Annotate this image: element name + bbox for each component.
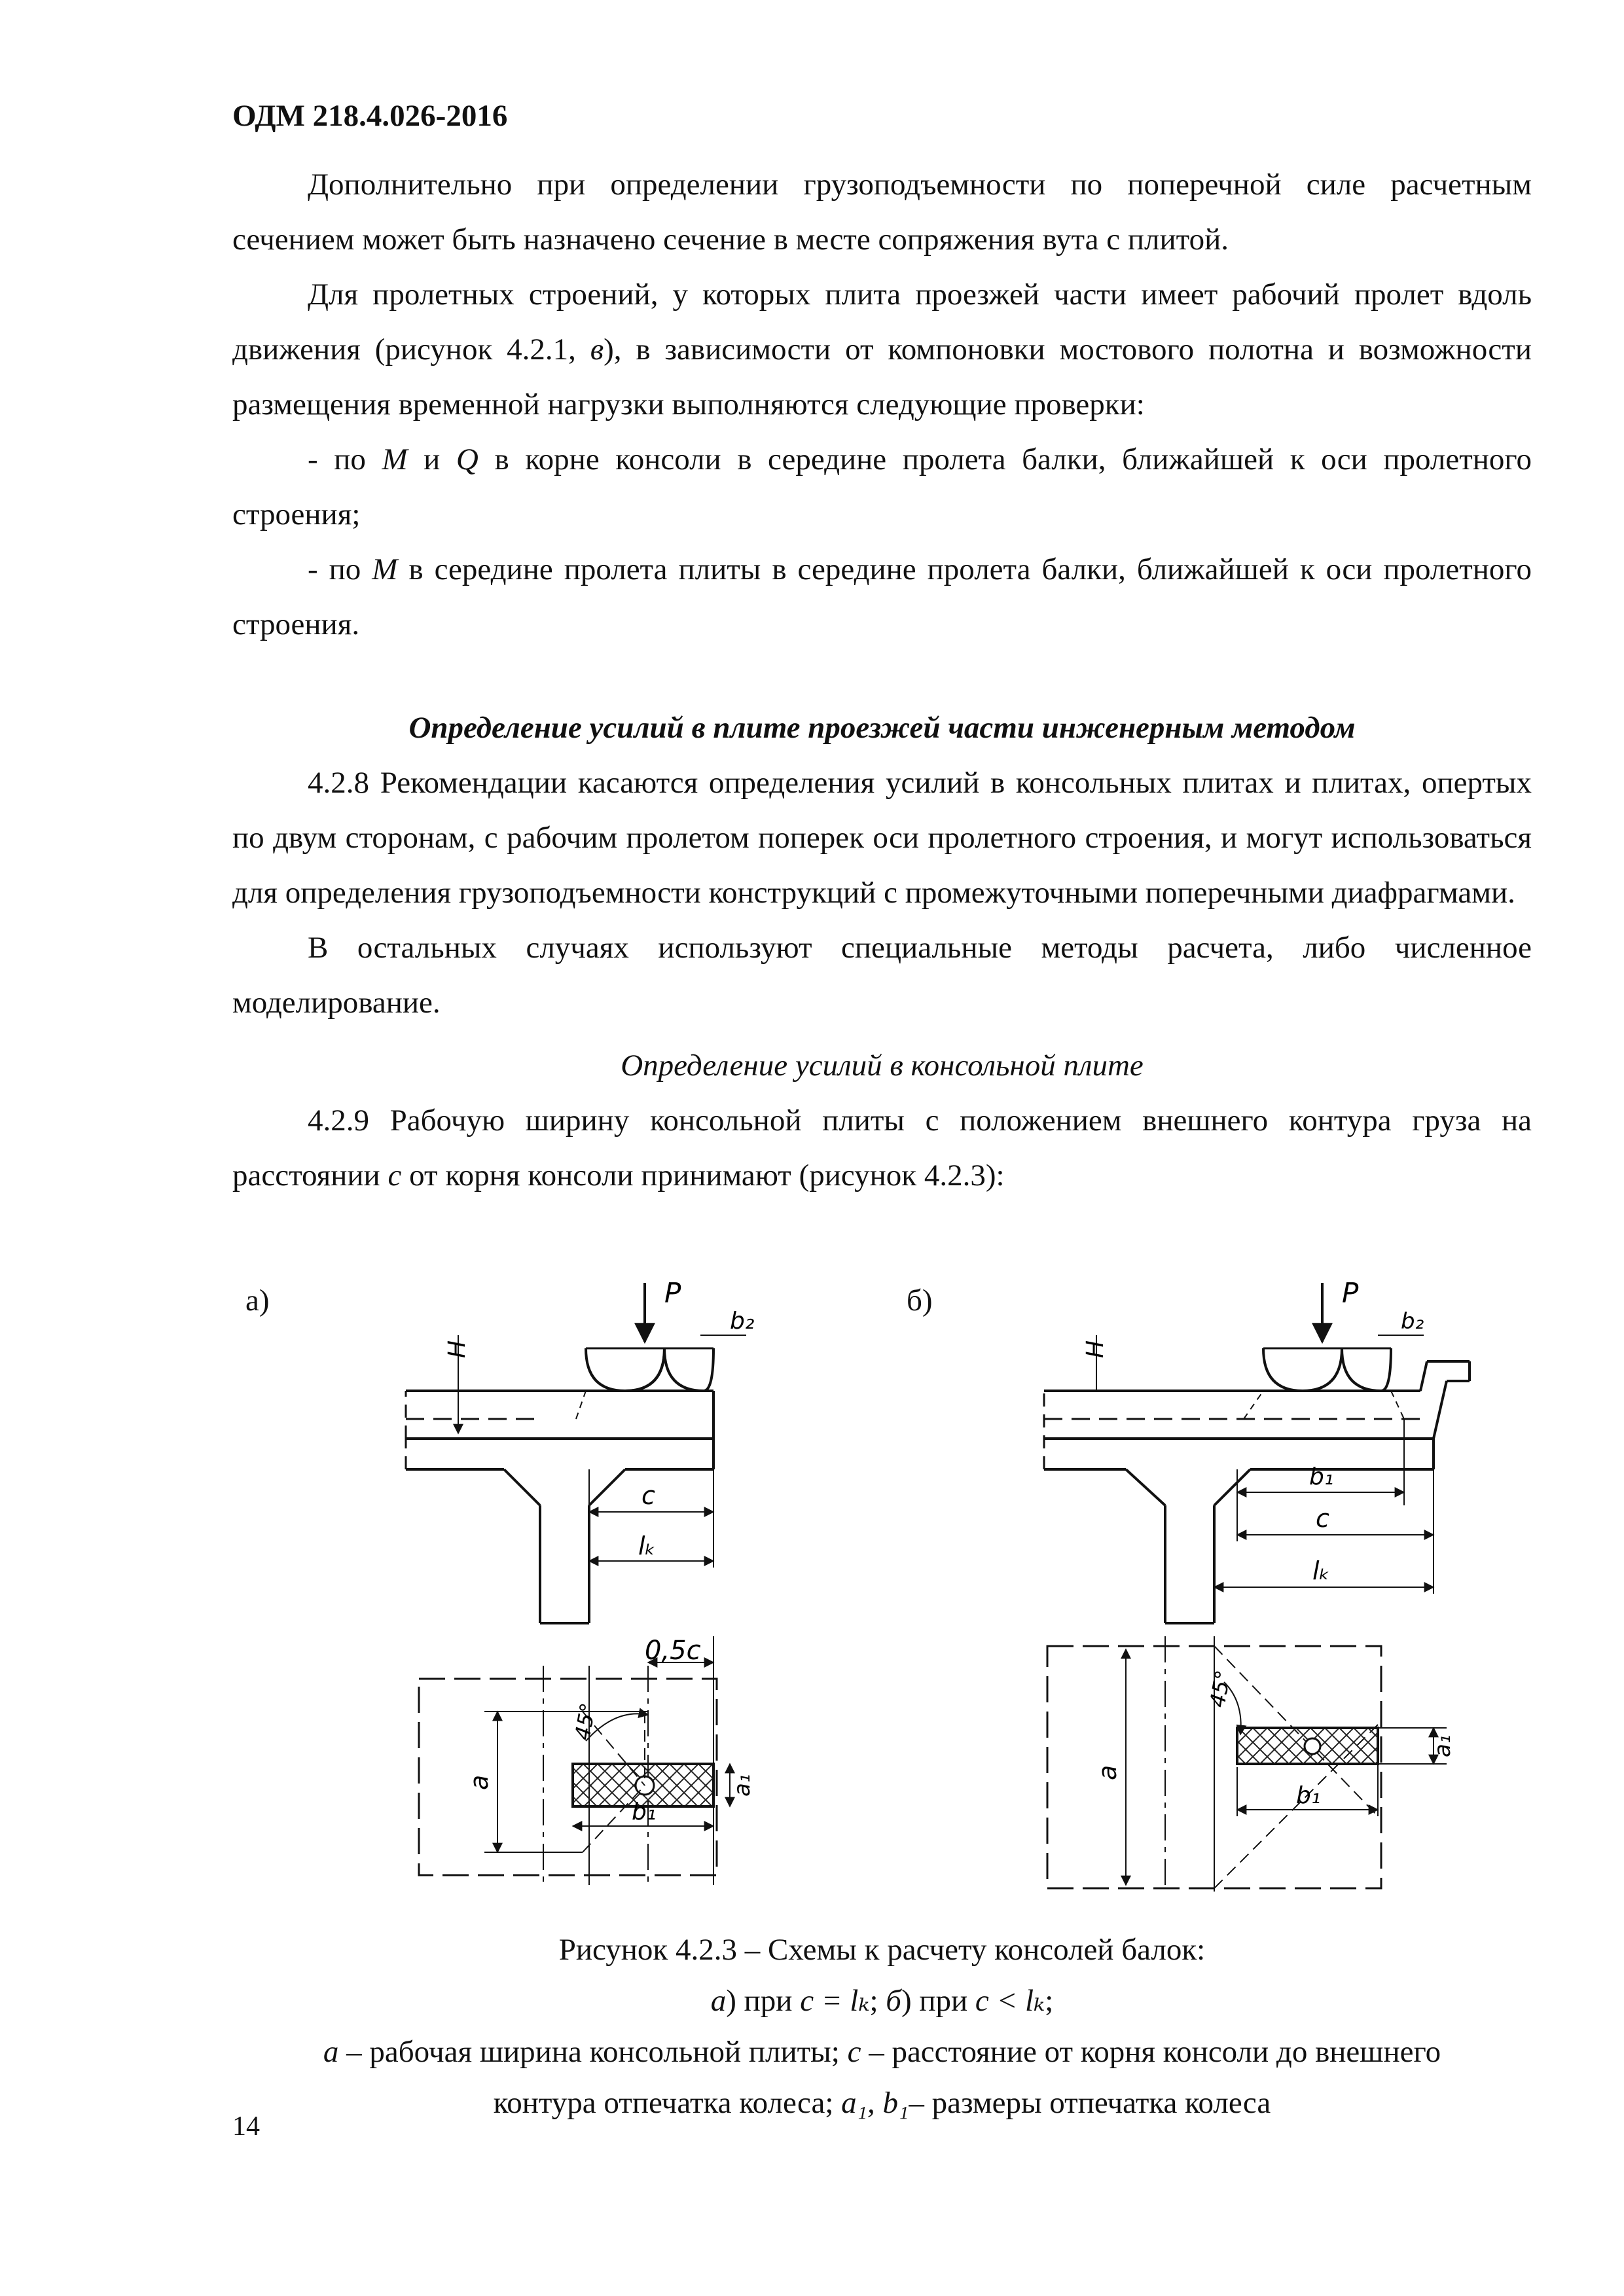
list-item-text: в корне консоли в середине пролета балки, ближайшей к оси пролетного строения;: [232, 442, 1532, 531]
caption-title: Рисунок 4.2.3 – Схемы к расчету консолей балок:: [558, 1933, 1206, 1967]
figure-caption: [232, 1924, 1532, 2128]
body-text-top: [232, 157, 1532, 652]
paragraph-text: Для пролетных строений, у которых плита проезжей части имеет рабочий пролет вдоль движения (рисунок 4.2.1,: [232, 278, 1532, 367]
caption-case-b: б: [886, 1984, 901, 2018]
list-dash: - по: [308, 442, 382, 476]
paragraph: В остальных случаях используют специальные методы расчета, либо численное моделирование.: [232, 931, 1532, 1020]
paragraph-4-2-8: 4.2.8 Рекомендации касаются определения усилий в консольных плитах и плитах, опертых по двум сторонам, с рабочим пролетом поперек оси пролетного строения, и могут использоваться для определения грузоподъемности конструкций с промежуточными поперечными диафрагмами.: [232, 766, 1532, 910]
caption-text: – размеры отпечатка колеса: [909, 2086, 1271, 2120]
symbol-M: M: [372, 552, 398, 586]
caption-text: – рабочая ширина консольной плиты;: [338, 2035, 848, 2069]
list-dash: - по: [308, 552, 372, 586]
label-lk: lₖ: [638, 1532, 656, 1560]
body-text-middle: [232, 700, 1532, 1203]
label-a1: a₁: [729, 1774, 755, 1797]
caption-legend-line: [232, 2077, 1532, 2128]
label-b2: b₂: [1401, 1308, 1424, 1335]
caption-condition-b: c < lₖ: [975, 1984, 1045, 2018]
label-lk: lₖ: [1312, 1556, 1330, 1585]
label-P: P: [664, 1277, 681, 1309]
figure-label-b: б): [907, 1283, 933, 1318]
list-item-text: в середине пролета плиты в середине пролета балки, ближайшей к оси пролетного строения.: [232, 552, 1532, 641]
symbol-a: a: [323, 2035, 339, 2069]
paragraph-text: 4.2.9 Рабочую ширину консольной плиты с положением внешнего контура груза на расстоянии: [232, 1103, 1532, 1193]
page-number: 14: [232, 2111, 260, 2142]
label-a: a: [465, 1774, 494, 1790]
caption-text: контура отпечатка колеса;: [493, 2086, 842, 2120]
label-angle: 45°: [1204, 1668, 1236, 1710]
label-H: H: [1082, 1340, 1109, 1358]
label-P: P: [1342, 1277, 1359, 1309]
label-b1: b₁: [1296, 1782, 1321, 1809]
list-item: [232, 432, 1532, 542]
caption-text: ) при: [901, 1984, 975, 2018]
figure-ref-letter: в: [590, 332, 604, 367]
plan-view-b: [1047, 1636, 1447, 1892]
caption-condition-a: c = lₖ: [800, 1984, 870, 2018]
paragraph-text: от корня консоли принимают (рисунок 4.2.3):: [401, 1158, 1005, 1193]
label-H: H: [444, 1340, 471, 1358]
label-a1: a₁: [1430, 1734, 1456, 1757]
label-b1: b₁: [632, 1799, 657, 1825]
figure-label-a: а): [245, 1283, 270, 1318]
plan-view-a: [419, 1636, 730, 1885]
cross-section-a: [406, 1283, 746, 1623]
document-code: ОДМ 218.4.026-2016: [232, 99, 508, 133]
label-c: c: [641, 1481, 655, 1510]
figure-4-2-3: [0, 1270, 1624, 1924]
paragraph: [232, 267, 1532, 432]
caption-text: ;: [869, 1984, 886, 2018]
list-item: [232, 542, 1532, 652]
caption-text: ) при: [726, 1984, 801, 2018]
subsection-title: Определение усилий в консольной плите: [621, 1049, 1144, 1083]
symbol-c: c: [847, 2035, 861, 2069]
paragraph-text: Дополнительно при определении грузоподъемности по поперечной силе расчетным сечением может быть назначено сечение в месте сопряжения вута с плитой.: [232, 168, 1532, 257]
paragraph-4-2-9: [232, 1093, 1532, 1203]
label-angle: 45°: [569, 1700, 601, 1742]
caption-text: – расстояние от корня консоли до внешнего: [861, 2035, 1441, 2069]
symbol-a1-b1: a₁, b₁: [841, 2086, 909, 2120]
label-b2: b₂: [730, 1308, 755, 1335]
symbol-Q: Q: [456, 442, 478, 476]
caption-case-a: а: [710, 1984, 727, 2018]
label-c: c: [1316, 1504, 1329, 1533]
paragraph-text: ), в зависимости от компоновки мостового полотна и возможности размещения временной нагрузки выполняются следующие проверки:: [232, 332, 1532, 422]
symbol-c: c: [388, 1158, 402, 1193]
section-title: Определение усилий в плите проезжей части инженерным методом: [408, 711, 1356, 745]
paragraph: [232, 157, 1532, 267]
caption-text: ;: [1045, 1984, 1054, 2018]
label-b1: b₁: [1309, 1463, 1334, 1490]
conjunction: и: [407, 442, 456, 476]
label-a: a: [1093, 1765, 1122, 1780]
caption-cases: [232, 1975, 1532, 2026]
caption-legend-line: [232, 2026, 1532, 2077]
label-half-c: 0,5c: [645, 1636, 701, 1666]
symbol-M: M: [382, 442, 408, 476]
